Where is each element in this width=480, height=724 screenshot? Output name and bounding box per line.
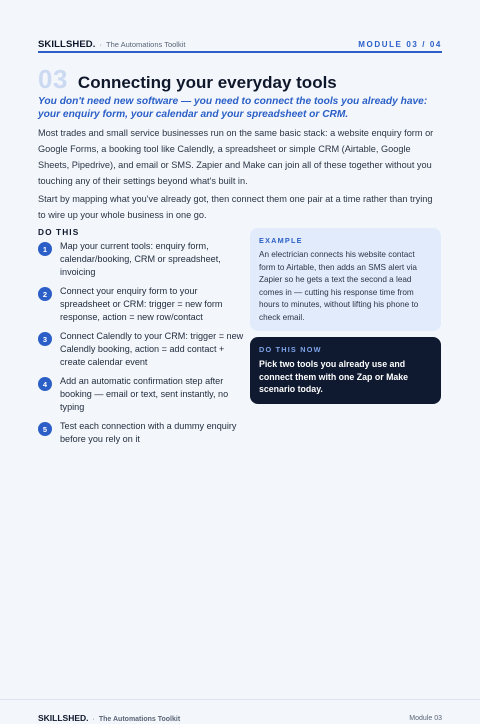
list-item xyxy=(38,285,246,324)
step-text: Connect your enquiry form to your spreadsheet or CRM: trigger = new form response, action = new row/contact xyxy=(60,286,223,322)
body-paragraph: Most trades and small service businesses run on the same basic stack: a website enquiry form or Google Forms, a booking tool like Calendly, a spreadsheet or simple CRM (Airtable, Google Sheets, Pipedrive), and email or SMS. Zapier and Make can join all of these together without you touching any of their settings beyond what's built in. xyxy=(38,128,434,186)
step-text: Test each connection with a dummy enquiry before you rely on it xyxy=(60,421,237,444)
page-title xyxy=(38,64,337,95)
footer-brand-group xyxy=(38,713,180,723)
list-item xyxy=(38,375,246,414)
list-item xyxy=(38,240,246,279)
lead-text: You don't need new software — you need to connect the tools you already have: your enquiry form, your calendar and your spreadsheet or CRM. xyxy=(38,96,428,120)
footer-subtitle: The Automations Toolkit xyxy=(98,716,181,723)
footer-divider xyxy=(0,699,480,700)
footer-module: Module 03 xyxy=(409,714,442,722)
list-item xyxy=(38,330,246,369)
header-brand-group xyxy=(38,39,185,50)
step-text: Map your current tools: enquiry form, calendar/booking, CRM or spreadsheet, invoicing xyxy=(60,241,221,277)
header-divider xyxy=(38,51,442,53)
footer xyxy=(38,713,442,723)
brand-logo: SKILLSHED. xyxy=(38,38,96,50)
do-this-now-label: DO THIS NOW xyxy=(259,345,322,354)
example-card-text: An electrician connects his website contact form to Airtable, then adds an SMS alert via Zapier so he gets a text the second a lead comes in — cutting his response time from hours to minutes, without lifting his phone to check email. xyxy=(259,250,419,322)
list-item xyxy=(38,420,246,446)
step-number-badge: 4 xyxy=(38,377,52,391)
step-text: Add an automatic confirmation step after booking — email or text, sent instantly, no typing xyxy=(60,376,229,412)
step-text: Connect Calendly to your CRM: trigger = new Calendly booking, action = add contact + create calendar event xyxy=(60,331,244,367)
header-subtitle: The Automations Toolkit xyxy=(105,39,186,49)
module-indicator: MODULE 03 / 04 xyxy=(358,39,442,49)
step-number-badge: 2 xyxy=(38,287,52,301)
body-paragraph: Start by mapping what you've already got, then connect them one pair at a time rather than trying to wire up your whole business in one go. xyxy=(38,194,433,220)
footer-brand: SKILLSHED. xyxy=(38,713,89,723)
step-number-badge: 5 xyxy=(38,422,52,436)
section-title: Connecting your everyday tools xyxy=(77,73,337,92)
steps-list xyxy=(38,240,246,452)
footer-separator: · xyxy=(92,716,95,723)
example-card xyxy=(250,228,441,331)
header-separator: · xyxy=(99,39,102,49)
step-number-badge: 3 xyxy=(38,332,52,346)
do-this-heading: DO THIS xyxy=(38,227,80,237)
section-number: 03 xyxy=(38,64,68,94)
step-number-badge: 1 xyxy=(38,242,52,256)
do-this-now-text: Pick two tools you already use and connect them with one Zap or Make scenario today. xyxy=(259,359,409,394)
example-card-label: EXAMPLE xyxy=(259,236,303,245)
do-this-now-card xyxy=(250,337,441,404)
